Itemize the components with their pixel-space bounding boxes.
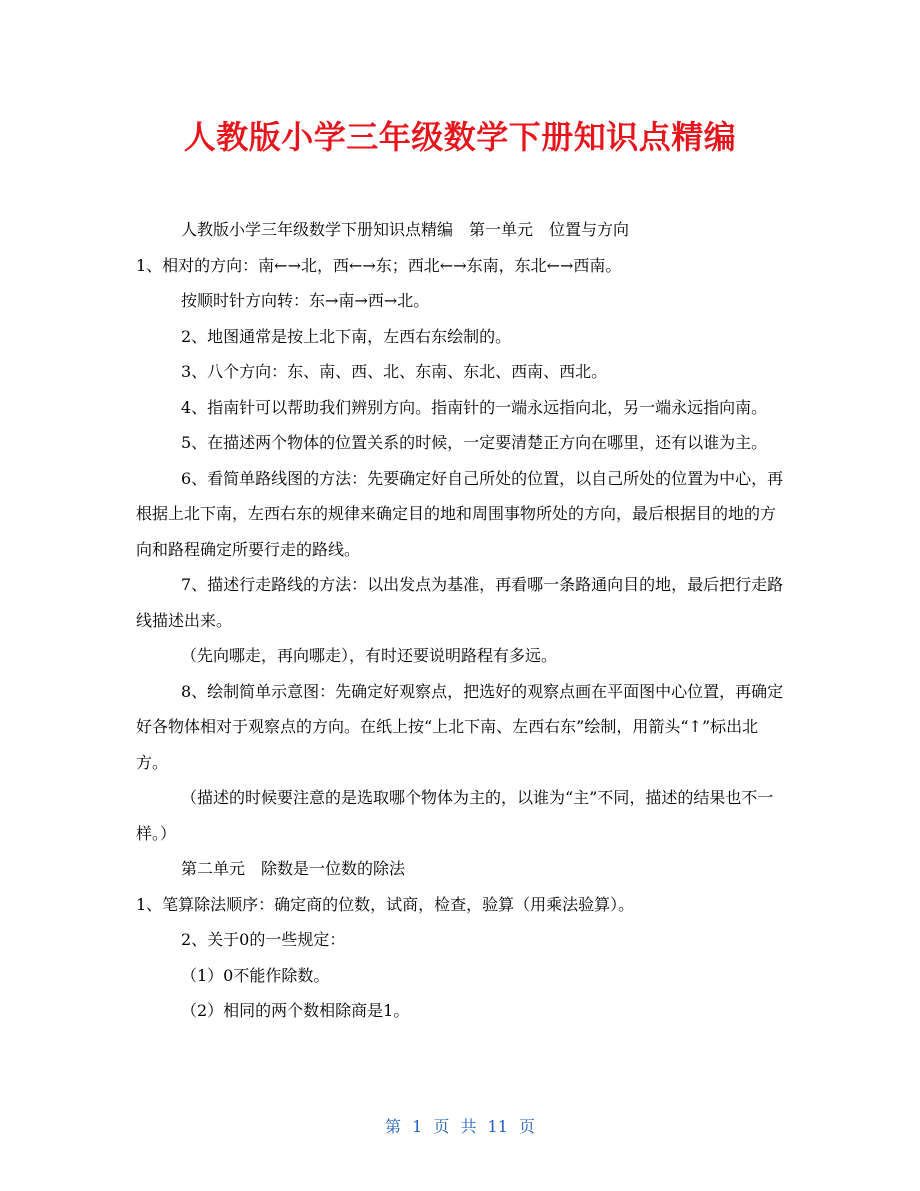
paragraph: 2、地图通常是按上北下南，左西右东绘制的。 (181, 326, 512, 346)
paragraph: 按顺时针方向转：东→南→西→北。 (181, 291, 430, 310)
paragraph: 人教版小学三年级数学下册知识点精编 第一单元 位置与方向 (181, 220, 630, 239)
paragraph: 1、笔算除法顺序：确定商的位数，试商，检查，验算（用乘法验算）。 (136, 894, 635, 914)
paragraph: 3、八个方向：东、南、西、北、东南、东北、西南、西北。 (181, 362, 608, 381)
page-footer: 第 1 页 共 11 页 (385, 1117, 535, 1136)
paragraph: （描述的时候要注意的是选取哪个物体为主的，以谁为“主”不同，描述的结果也不一样。） (136, 788, 774, 843)
paragraph: 2、关于0的一些规定： (181, 930, 346, 949)
paragraph: 1、相对的方向：南←→北，西←→东；西北←→东南，东北←→西南。 (136, 255, 622, 275)
paragraph: （2）相同的两个数相除商是1。 (181, 1001, 410, 1020)
document-title: 人教版小学三年级数学下册知识点精编 (183, 118, 737, 156)
paragraph: （先向哪走，再向哪走），有时还要说明路程有多远。 (181, 646, 558, 665)
document-body (136, 212, 788, 1029)
paragraph: 8、绘制简单示意图：先确定好观察点，把选好的观察点画在平面图中心位置，再确定好各物体相对于观察点的方向。在纸上按“上北下南、左西右东”绘制，用箭头“↑”标出北方。 (136, 681, 784, 772)
paragraph: 4、指南针可以帮助我们辨别方向。指南针的一端永远指向北，另一端永远指向南。 (181, 397, 768, 417)
paragraph: 5、在描述两个物体的位置关系的时候，一定要清楚正方向在哪里，还有以谁为主。 (181, 433, 768, 452)
section-heading: 第二单元 除数是一位数的除法 (181, 859, 406, 878)
paragraph: （1）0不能作除数。 (181, 965, 330, 985)
paragraph: 7、描述行走路线的方法：以出发点为基准，再看哪一条路通向目的地，最后把行走路线描述出来。 (136, 575, 784, 630)
paragraph: 6、看简单路线图的方法：先要确定好自己所处的位置，以自己所处的位置为中心，再根据上北下南，左西右东的规律来确定目的地和周围事物所处的方向，最后根据目的地的方向和路程确定所要行走的路线。 (136, 468, 784, 559)
